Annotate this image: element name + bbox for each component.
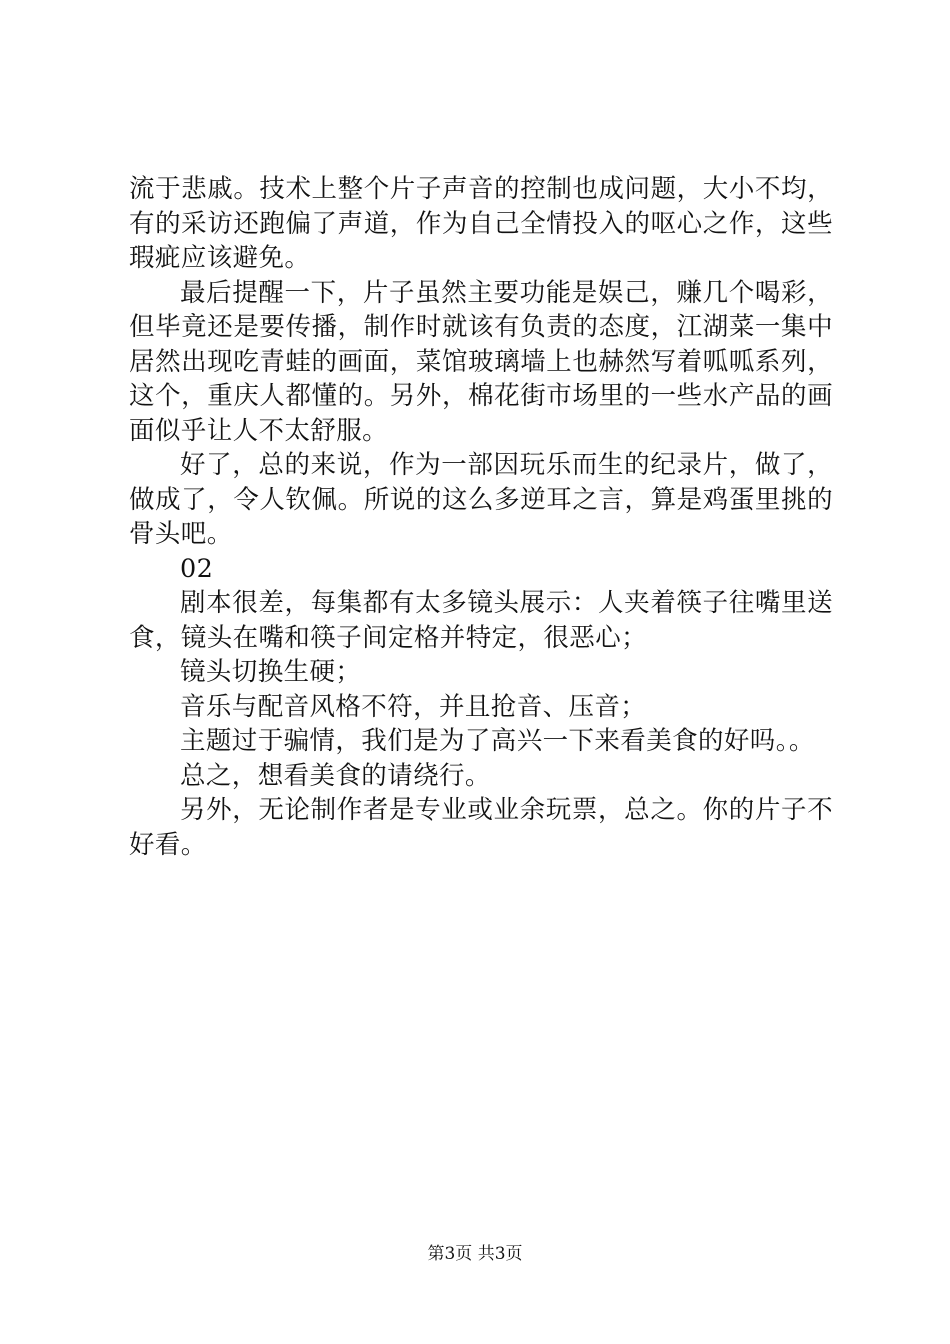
paragraph-continuation: 流于悲戚。技术上整个片子声音的控制也成问题，大小不均，有的采访还跑偏了声道，作为自己全情投入的呕心之作，这些瑕疵应该避免。 <box>129 174 833 273</box>
section-number: 02 <box>180 553 214 584</box>
paragraph-reminder: 最后提醒一下，片子虽然主要功能是娱己，赚几个喝彩，但毕竟还是要传播，制作时就该有负责的态度，江湖菜一集中居然出现吃青蛙的画面，菜馆玻璃墙上也赫然写着呱呱系列，这个，重庆人都懂的。另外，棉花街市场里的一些水产品的画面似乎让人不太舒服。 <box>129 277 833 446</box>
paragraph-final: 另外，无论制作者是专业或业余玩票，总之。你的片子不好看。 <box>129 795 833 860</box>
document-body <box>129 172 833 862</box>
paragraph-conclusion: 总之，想看美食的请绕行。 <box>180 760 491 791</box>
paragraph-editing: 镜头切换生硬； <box>180 657 362 687</box>
paragraph-music: 音乐与配音风格不符，并且抢音、压音； <box>180 691 647 722</box>
paragraph-script-critique: 剧本很差，每集都有太多镜头展示：人夹着筷子往嘴里送食，镜头在嘴和筷子间定格并特定，很恶心； <box>129 588 833 653</box>
paragraph-theme: 主题过于骗情，我们是为了高兴一下来看美食的好吗。。 <box>180 726 815 756</box>
page-footer: 第3页 共3页 <box>427 1244 523 1264</box>
paragraph-summary: 好了，总的来说，作为一部因玩乐而生的纪录片，做了，做成了，令人钦佩。所说的这么多逆耳之言，算是鸡蛋里挑的骨头吧。 <box>129 450 833 549</box>
